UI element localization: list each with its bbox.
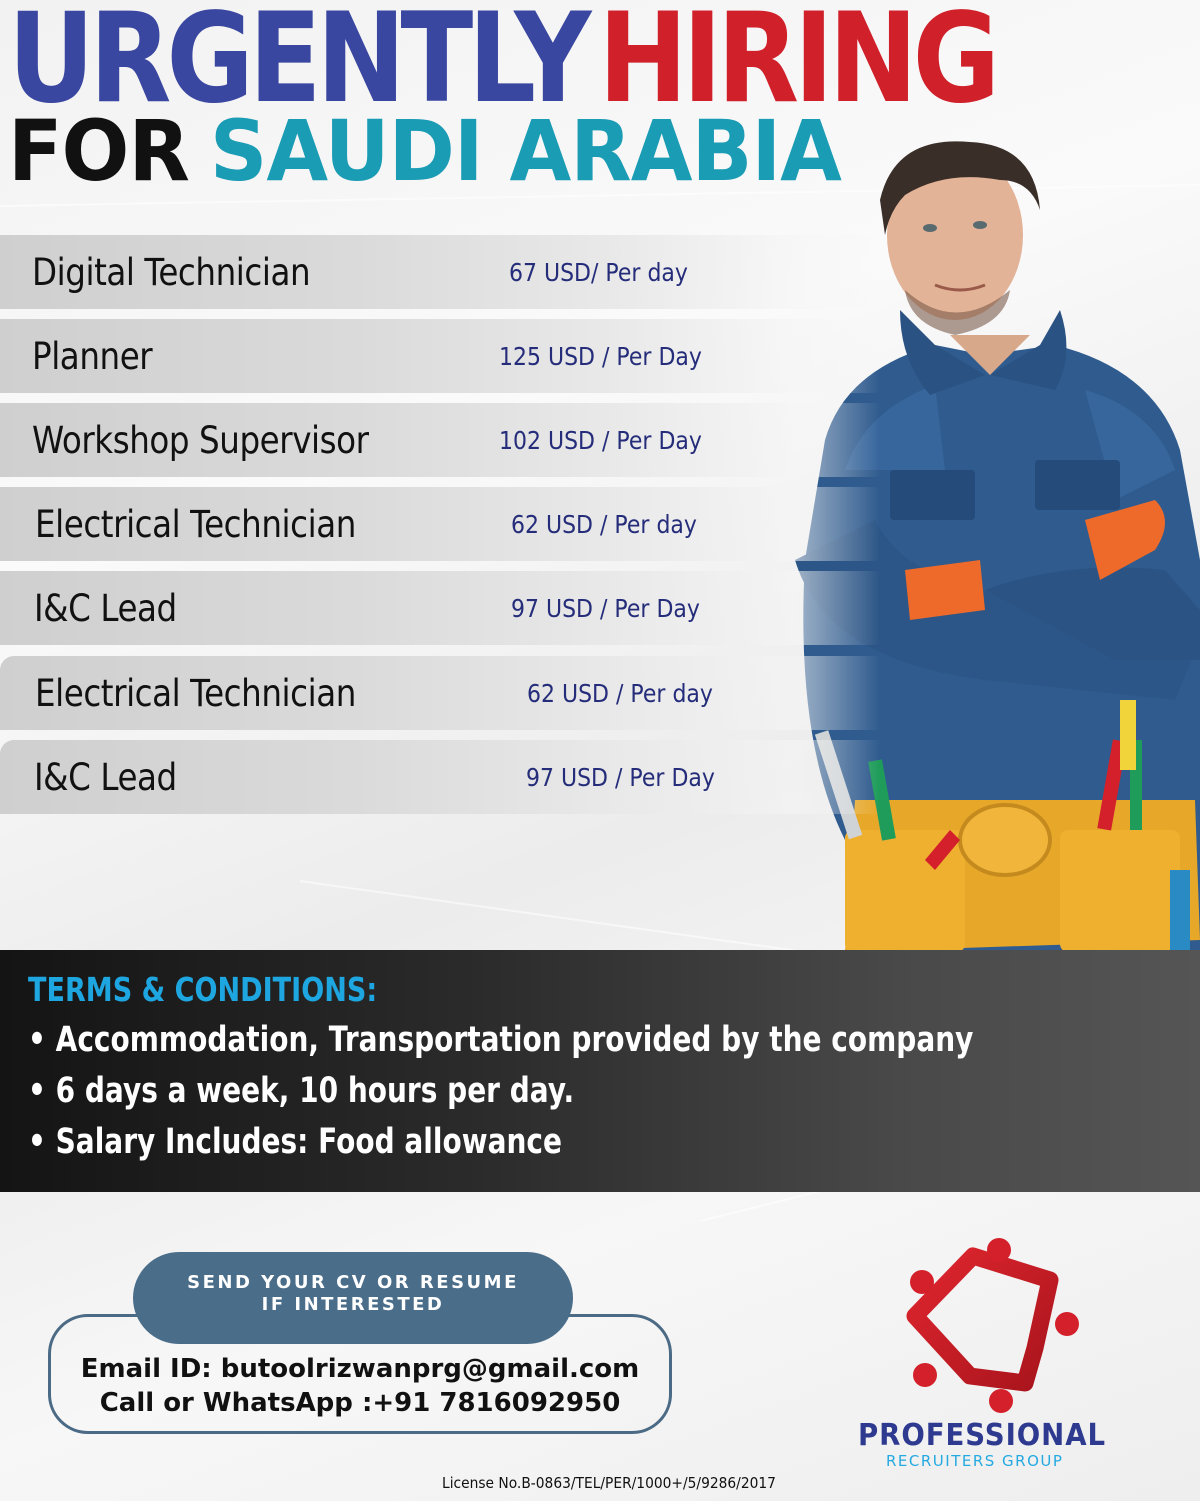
job-pay: 62 USD / Per day: [527, 678, 713, 708]
subheadline-country: SAUDI ARABIA: [209, 102, 842, 200]
job-pay: 67 USD/ Per day: [509, 257, 688, 287]
terms-heading: TERMS & CONDITIONS:: [28, 970, 378, 1009]
send-cv-label: SEND YOUR CV OR RESUME IF INTERESTED: [187, 1272, 519, 1315]
job-title: Planner: [32, 334, 153, 378]
subheadline: [8, 102, 842, 200]
send-cv-banner: [133, 1252, 573, 1344]
job-pay: 97 USD / Per Day: [526, 762, 715, 792]
job-row: [0, 571, 880, 645]
email-line[interactable]: Email ID: butoolrizwanprg@gmail.com: [80, 1354, 640, 1384]
job-title: I&C Lead: [34, 586, 177, 630]
job-row: [0, 740, 880, 814]
job-row: [0, 235, 880, 309]
job-title: Electrical Technician: [35, 671, 356, 715]
headline-hiring: HIRING: [598, 0, 995, 131]
terms-item: • 6 days a week, 10 hours per day.: [28, 1071, 575, 1111]
terms-item: • Accommodation, Transportation provided by the company: [28, 1020, 974, 1060]
job-row: [0, 319, 880, 393]
company-logo-icon: [895, 1238, 1085, 1418]
job-title: I&C Lead: [34, 755, 177, 799]
license-number: License No.B-0863/TEL/PER/1000+/5/9286/2017: [442, 1474, 776, 1492]
headline-urgently: URGENTLY: [8, 0, 587, 131]
job-pay: 125 USD / Per Day: [499, 341, 702, 371]
phone-line[interactable]: Call or WhatsApp :+91 7816092950: [99, 1388, 621, 1418]
company-subname: RECRUITERS GROUP: [886, 1452, 1064, 1470]
job-pay: 97 USD / Per Day: [511, 593, 700, 623]
job-row: [0, 487, 880, 561]
company-name: PROFESSIONAL: [858, 1418, 1106, 1453]
terms-section: [0, 950, 1200, 1192]
job-row: [0, 403, 880, 477]
job-pay: 102 USD / Per Day: [499, 425, 702, 455]
headline: [8, 0, 995, 131]
job-title: Electrical Technician: [35, 502, 356, 546]
job-title: Digital Technician: [32, 250, 311, 294]
job-row: [0, 656, 880, 730]
terms-item: • Salary Includes: Food allowance: [28, 1122, 562, 1162]
job-title: Workshop Supervisor: [32, 418, 369, 462]
job-pay: 62 USD / Per day: [511, 509, 697, 539]
subheadline-for: FOR: [8, 102, 189, 200]
